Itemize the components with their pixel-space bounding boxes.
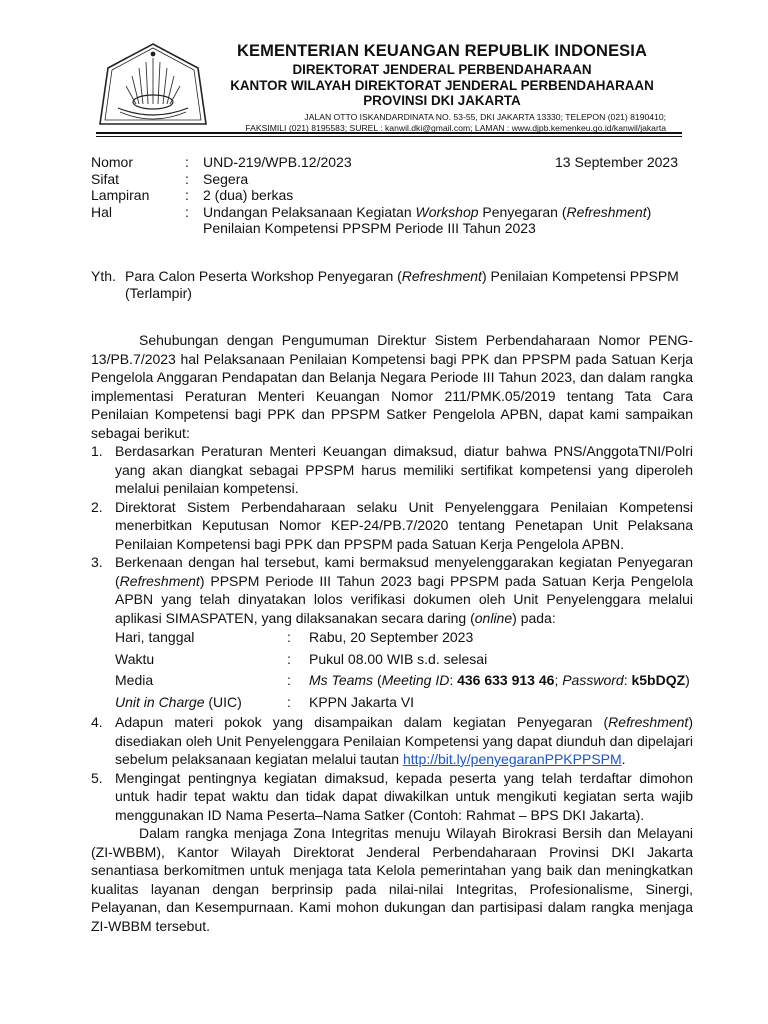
letter-body xyxy=(91,331,693,935)
hal-label: Hal xyxy=(91,203,113,220)
list-item: 5. Mengingat pentingnya kegiatan dimaksud, kepada peserta yang telah terdaftar dimohon untuk hadir tepat waktu dan tidak dapat diwakilkan untuk mengikuti kegiatan serta wajib menggunakan ID Nama Peserta–Nama Satker (Contoh: Rahmat – BPS DKI Jakarta). xyxy=(91,769,693,823)
recipient xyxy=(91,268,691,301)
media-details: Ms Teams (Meeting ID: 436 633 913 46; Password: k5bDQZ) xyxy=(309,672,690,688)
sifat-value: Segera xyxy=(203,170,249,187)
letter-date: 13 September 2023 xyxy=(555,154,678,170)
directorate-name: DIREKTORAT JENDERAL PERBENDAHARAAN xyxy=(292,62,592,77)
list-item: 2. Direktorat Sistem Perbendaharaan selaku Unit Penyelenggara Penilaian Kompetensi menerbitkan Keputusan Nomor KEP-24/PB.7/2020 tentang Penetapan Unit Pelaksana Penilaian Kompetensi bagi PPK dan PPSPM pada Satuan Kerja Pengelola APBN. xyxy=(91,498,693,552)
schedule-table xyxy=(115,627,693,713)
sifat-label: Sifat xyxy=(91,170,120,187)
letter-meta xyxy=(91,154,681,237)
schedule-row-uic: Unit in Charge (UIC) : KPPN Jakarta VI xyxy=(115,693,415,710)
list-item: 4. Adapun materi pokok yang disampaikan dalam kegiatan Penyegaran (Refreshment) disediakan oleh Unit Penyelenggara Penilaian Kompetensi yang dapat diunduh dan dipelajari sebelum pelaksanaan kegiatan melalui tautan http://bit.ly/penyegaranPPKPPSPM. xyxy=(91,714,693,767)
meeting-password: k5bDQZ xyxy=(631,672,686,688)
ministry-emblem-logo xyxy=(96,42,210,128)
hal-value: Undangan Pelaksanaan Kegiatan Workshop Penyegaran (Refreshment) Penilaian Kompetensi PPSPM Periode III Tahun 2023 xyxy=(203,203,652,237)
ministry-name: KEMENTERIAN KEUANGAN REPUBLIK INDONESIA xyxy=(236,42,647,60)
schedule-row-media: Media : Ms Teams (Meeting ID: 436 633 913 46; Password: k5bDQZ) xyxy=(115,670,693,692)
colon: : xyxy=(185,154,189,170)
lampiran-value: 2 (dua) berkas xyxy=(203,187,294,204)
recipient-text: Para Calon Peserta Workshop Penyegaran (Refreshment) Penilaian Kompetensi PPSPM (Terlampir) xyxy=(125,268,679,301)
intro-paragraph: Sehubungan dengan Pengumuman Direktur Sistem Perbendaharaan Nomor PENG-13/PB.7/2023 hal Pelaksanaan Penilaian Kompetensi bagi PPK dan PPSPM pada Satuan Kerja Pengelola Anggaran Pendapatan dan Belanja Negara Periode III Tahun 2023, dan dalam rangka implementasi Peraturan Menteri Keuangan Nomor 211/PMK.05/2019 tentang Tata Cara Penilaian Kompetensi bagi PPK dan PPSPM Satker Pengelola APBN, dapat kami sampaikan sebagai berikut: xyxy=(91,332,693,441)
meeting-id: 436 633 913 46 xyxy=(457,672,555,688)
letterhead-rule-thin xyxy=(96,136,682,137)
meta-row-hal xyxy=(91,204,681,237)
recipient-label: Yth. xyxy=(91,268,116,284)
colon: : xyxy=(185,170,189,187)
meta-row-lampiran xyxy=(91,187,681,204)
colon: : xyxy=(185,187,189,204)
materials-link[interactable]: http://bit.ly/penyegaranPPKPPSPM xyxy=(402,751,622,767)
meta-row-sifat xyxy=(91,171,681,188)
numbered-list xyxy=(91,442,693,627)
list-item: 1. Berdasarkan Peraturan Menteri Keuangan dimaksud, diatur bahwa PNS/AnggotaTNI/Polri yang akan diangkat sebagai PPSPM harus memiliki sertifikat kompetensi yang diperoleh melalui penilaian kompetensi. xyxy=(91,443,693,496)
letterhead-rule-thick xyxy=(96,132,682,134)
schedule-row-day: Hari, tanggal : Rabu, 20 September 2023 xyxy=(115,629,474,645)
colon: : xyxy=(185,203,189,220)
list-item: 3. Berkenaan dengan hal tersebut, kami bermaksud menyelenggarakan kegiatan Penyegaran (Refreshment) PPSPM Periode III Tahun 2023 bagi PPSPM pada Satuan Kerja Pengelola APBN yang telah dinyatakan lolos verifikasi dokumen oleh Unit Penyelenggara melalui aplikasi SIMASPATEN, yang dilaksanakan secara daring (online) pada: xyxy=(91,554,693,626)
office-name: KANTOR WILAYAH DIREKTORAT JENDERAL PERBENDAHARAAN xyxy=(230,77,654,93)
province-name: PROVINSI DKI JAKARTA xyxy=(363,93,521,108)
lampiran-label: Lampiran xyxy=(91,187,150,204)
address-line-2: FAKSIMILI (021) 8195583; SUREL : kanwil.dki@gmail.com; LAMAN : www.djpb.kemenkeu.go.id/kanwil/jakarta xyxy=(245,122,666,133)
nomor-value: UND-219/WPB.12/2023 xyxy=(203,154,352,170)
closing-paragraph: Dalam rangka menjaga Zona Integritas menuju Wilayah Birokrasi Bersih dan Melayani (ZI-WBBM), Kantor Wilayah Direktorat Jenderal Perbendaharaan Provinsi DKI Jakarta senantiasa berkomitmen untuk menjaga tata Kelola pemerintahan yang baik dan meningkatkan kualitas layanan dengan berprinsip pada nilai-nilai Integritas, Profesionalisme, Sinergi, Pelayanan, dan Kesempurnaan. Kami mohon dukungan dan partisipasi dalam rangka menjaga ZI-WBBM tersebut. xyxy=(91,825,693,934)
address-line-1: JALAN OTTO ISKANDARDINATA NO. 53-55, DKI JAKARTA 13330; TELEPON (021) 8190410; xyxy=(304,111,666,122)
nomor-label: Nomor xyxy=(91,154,134,170)
numbered-list-continued xyxy=(91,713,693,824)
schedule-row-time: Waktu : Pukul 08.00 WIB s.d. selesai xyxy=(115,650,488,667)
letterhead xyxy=(212,40,672,134)
